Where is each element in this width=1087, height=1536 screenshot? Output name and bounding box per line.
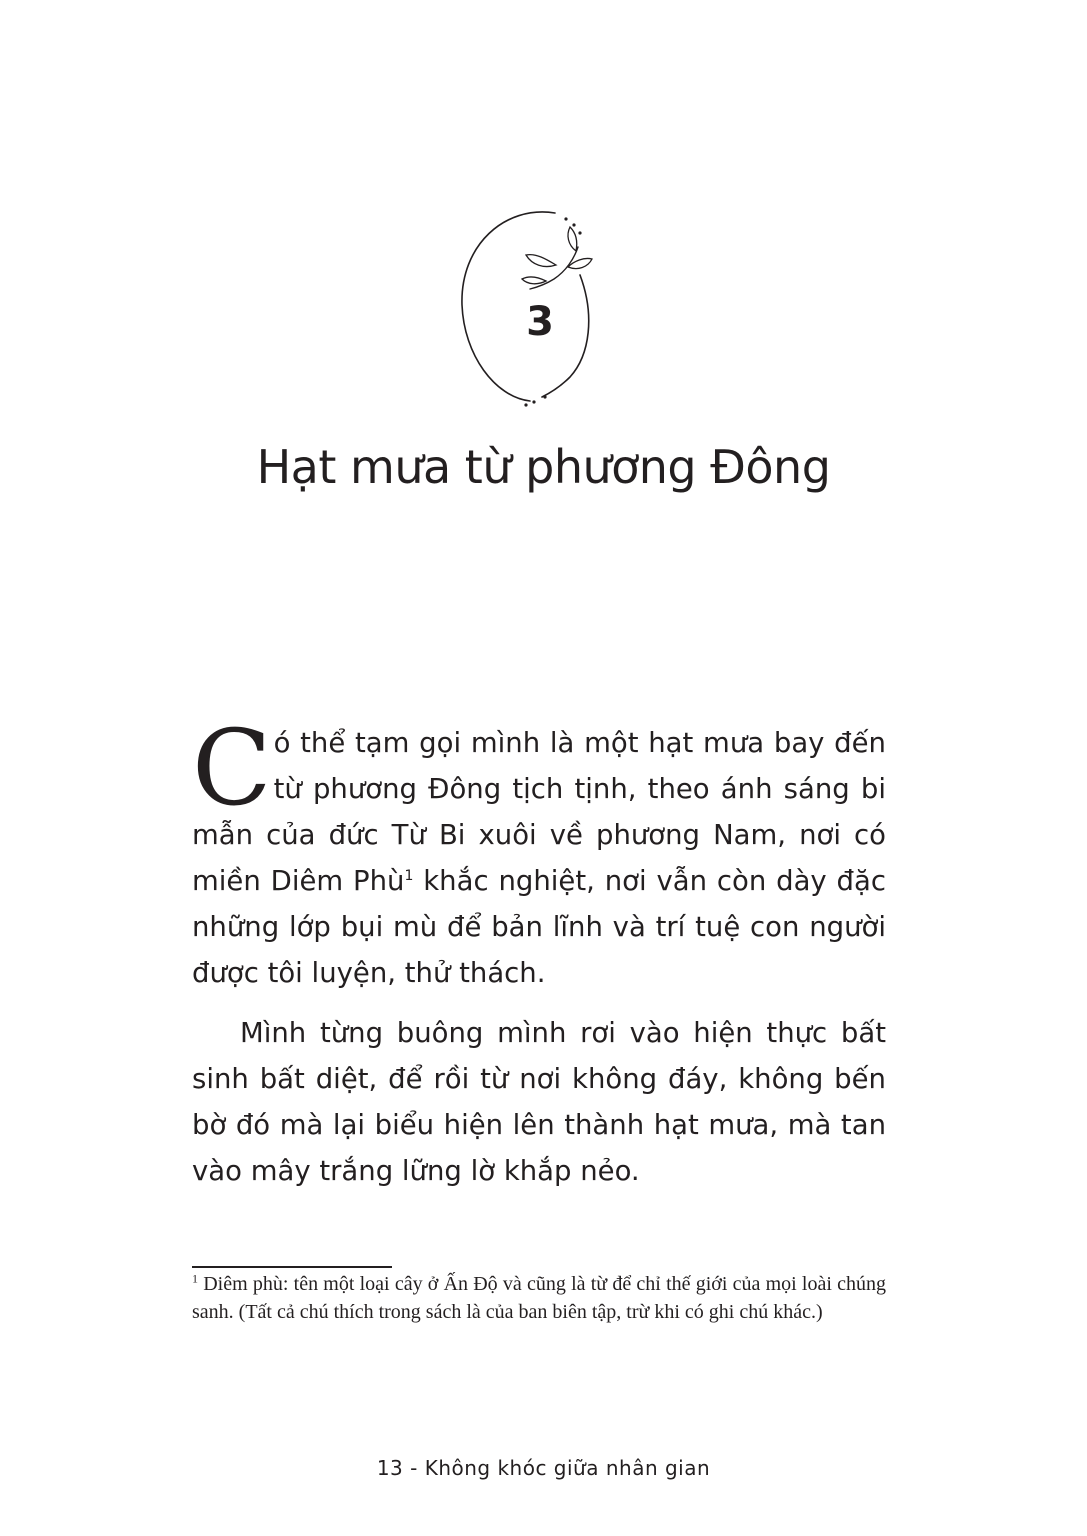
footnote-reference[interactable]: 1 — [404, 867, 414, 884]
page-footer — [0, 1452, 1087, 1484]
chapter-body — [192, 707, 886, 1194]
paragraph-2: Mình từng buông mình rơi vào hiện thực bất sinh bất diệt, để rồi từ nơi không đáy, không bến bờ đó mà lại biểu hiện lên thành hạt mưa, mà tan vào mây trắng lững lờ khắp nẻo. — [192, 1017, 886, 1187]
paragraph-1-text-a: ó thể tạm gọi mình là một hạt mưa bay đến từ phương Đông tịch tịnh, theo ánh sáng bi mẫn của đức Từ Bi xuôi về phương Nam, nơi có miền Diêm Phù — [192, 727, 886, 897]
page-number: 13 — [376, 1456, 404, 1480]
footnote — [192, 1270, 886, 1326]
footnote-text: Diêm phù: tên một loại cây ở Ấn Độ và cũng là từ để chỉ thế giới của mọi loài chúng sanh. (Tất cả chú thích trong sách là của ban biên tập, trừ khi có ghi chú khác.) — [192, 1273, 886, 1323]
chapter-title: Hạt mưa từ phương Đông — [256, 440, 831, 494]
chapter-number: 3 — [526, 299, 554, 345]
drop-cap: C — [192, 707, 272, 829]
footnote-divider — [192, 1266, 392, 1268]
footer-separator: - — [403, 1456, 425, 1480]
footnote-marker: 1 — [192, 1271, 198, 1286]
paragraph-1-text-b: khắc nghiệt, nơi vẫn còn dày đặc những lớp bụi mù để bản lĩnh và trí tuệ con người được tôi luyện, thử thách. — [192, 865, 886, 989]
book-title: Không khóc giữa nhân gian — [424, 1456, 711, 1480]
paragraph-1 — [192, 707, 886, 996]
